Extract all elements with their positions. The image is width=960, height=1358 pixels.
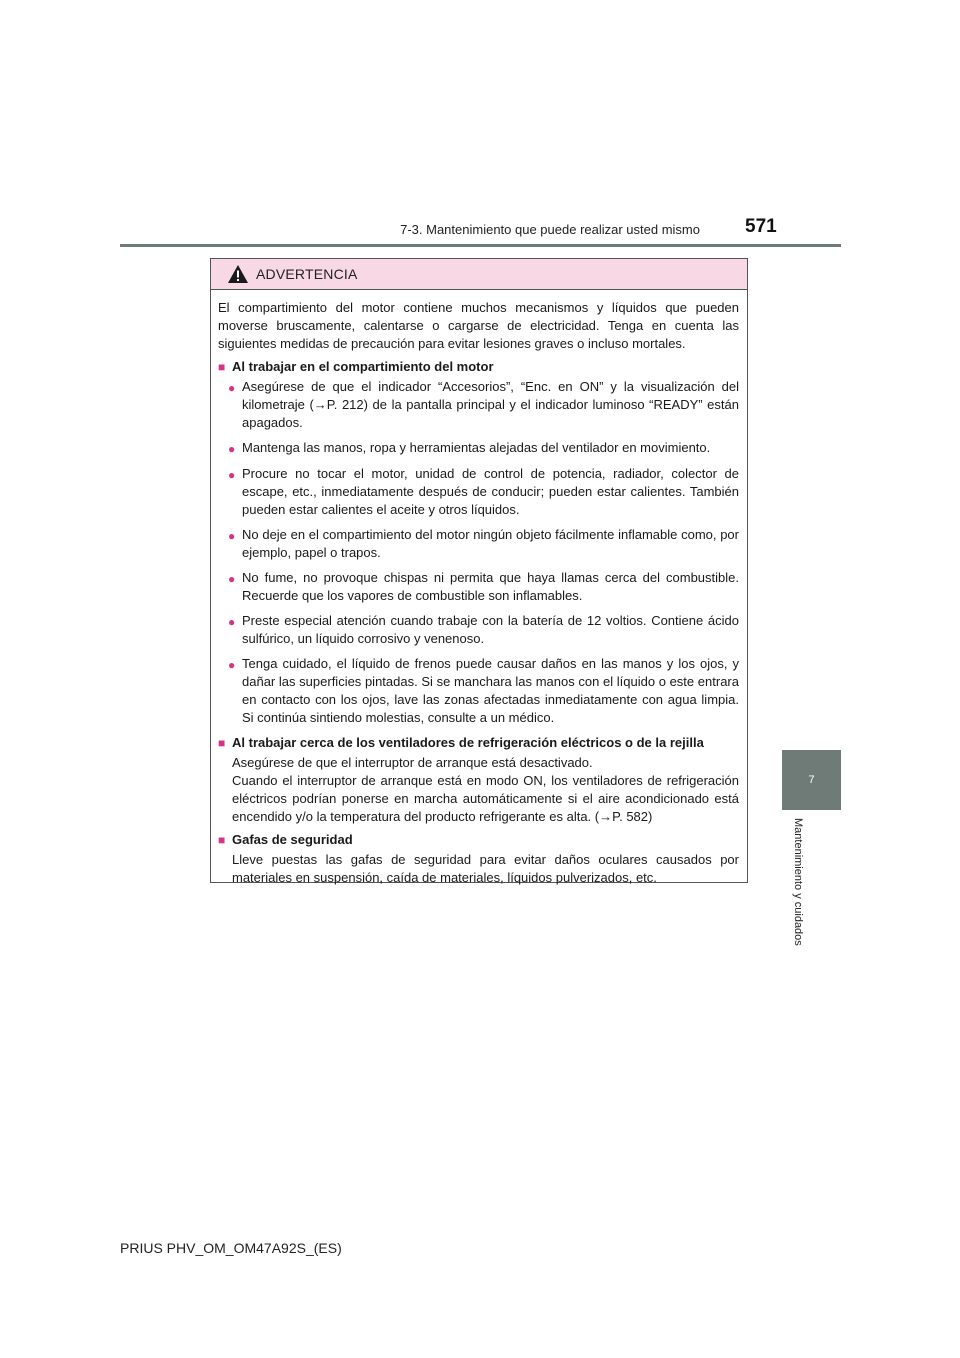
list-item [228, 378, 739, 432]
header-divider [120, 244, 841, 247]
warning-title: ADVERTENCIA [256, 266, 358, 282]
section-body [232, 754, 739, 826]
warning-triangle-icon [227, 264, 249, 284]
list-item-text: Tenga cuidado, el líquido de frenos puede causar daños en las manos y los ojos, y dañar las superficies pintadas. Si se manchara las manos con el líquido o este entrara en contacto con los ojos, lave las zonas afectadas inmediatamente con agua limpia. Si continúa sintiendo molestias, consulte a un médico. [242, 656, 739, 725]
square-bullet-icon: ■ [218, 360, 226, 374]
section-heading-goggles [218, 831, 739, 849]
circle-bullet-icon: ● [228, 572, 236, 586]
circle-bullet-icon: ● [228, 658, 236, 672]
chapter-number: 7 [808, 774, 815, 786]
list-item [228, 439, 739, 458]
chapter-tab [782, 750, 841, 810]
page-number: 571 [745, 216, 777, 237]
list-item-text: Preste especial atención cuando trabaje con la batería de 12 voltios. Contiene ácido sulfúrico, un líquido corrosivo y venenoso. [242, 613, 739, 646]
square-bullet-icon: ■ [218, 833, 226, 847]
warning-body [211, 290, 747, 887]
section-heading-text: Gafas de seguridad [232, 832, 353, 847]
warning-box [210, 258, 748, 883]
list-item [228, 465, 739, 519]
section-heading-engine [218, 358, 739, 376]
list-item [228, 612, 739, 648]
circle-bullet-icon: ● [228, 442, 236, 456]
chapter-label: Mantenimiento y cuidados [792, 818, 804, 946]
list-item-text: Mantenga las manos, ropa y herramientas alejadas del ventilador en movimiento. [242, 440, 711, 455]
warning-intro: El compartimiento del motor contiene muchos mecanismos y líquidos que pueden moverse bruscamente, calentarse o cargarse de electricidad. Tenga en cuenta las siguientes medidas de precaución para evitar lesiones graves o incluso mortales. [218, 300, 739, 351]
list-item [228, 526, 739, 562]
circle-bullet-icon: ● [228, 615, 236, 629]
section-body [232, 851, 739, 887]
circle-bullet-icon: ● [228, 381, 236, 395]
list-item-text: No deje en el compartimiento del motor ningún objeto fácilmente inflamable como, por ejemplo, papel o trapos. [242, 527, 739, 560]
section-heading-fans [218, 734, 739, 752]
circle-bullet-icon: ● [228, 468, 236, 482]
circle-bullet-icon: ● [228, 529, 236, 543]
section-body-line: Asegúrese de que el interruptor de arranque está desactivado. [232, 755, 593, 770]
document-code: PRIUS PHV_OM_OM47A92S_(ES) [120, 1240, 342, 1256]
section-heading-text: Al trabajar cerca de los ventiladores de refrigeración eléctricos o de la rejilla [232, 735, 704, 750]
section-body-line: Lleve puestas las gafas de seguridad para evitar daños oculares causados por materiales en suspensión, caída de materiales, líquidos pulverizados, etc. [232, 852, 739, 885]
warning-header [211, 259, 747, 290]
section-heading-text: Al trabajar en el compartimiento del motor [232, 359, 494, 374]
section-title: 7-3. Mantenimiento que puede realizar usted mismo [400, 222, 700, 237]
list-item [228, 655, 739, 727]
list-item-text: No fume, no provoque chispas ni permita que haya llamas cerca del combustible. Recuerde que los vapores de combustible son inflamables. [242, 570, 739, 603]
section-body-line: Cuando el interruptor de arranque está en modo ON, los ventiladores de refrigeración eléctricos podrían ponerse en marcha automáticamente si el aire acondicionado está encendido y/o la temperatura del producto refrigerante es alta. (→P. 582) [232, 773, 739, 824]
list-item [228, 569, 739, 605]
list-item-text: Procure no tocar el motor, unidad de control de potencia, radiador, colector de escape, etc., inmediatamente después de conducir; pueden estar calientes. También pueden estar calientes el aceite y otros líquidos. [242, 466, 739, 517]
list-item-text: Asegúrese de que el indicador “Accesorios”, “Enc. en ON” y la visualización del kilometraje (→P. 212) de la pantalla principal y el indicador luminoso “READY” están apagados. [242, 379, 739, 430]
square-bullet-icon: ■ [218, 736, 226, 750]
